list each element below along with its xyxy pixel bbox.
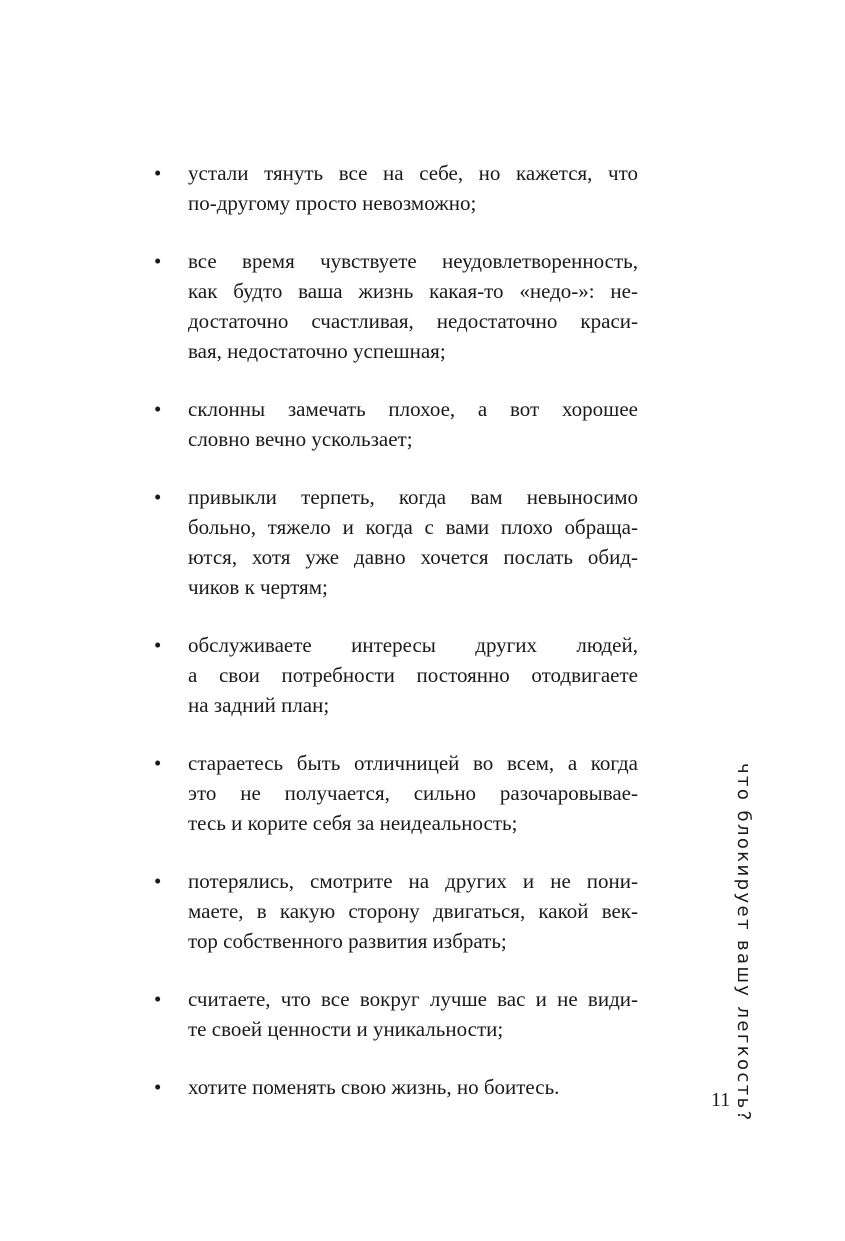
page-number: 11: [711, 1089, 731, 1111]
text-line: хотите поменять свою жизнь, но боитесь.: [188, 1075, 560, 1099]
list-item: [154, 984, 638, 1044]
running-head: что блокирует вашу легкость?: [733, 763, 754, 1123]
bullet-list: [154, 158, 638, 1130]
text-line: маете, в какую сторону двигаться, какой век-: [188, 899, 638, 923]
text-line: достаточно счастливая, недостаточно краси-: [188, 309, 638, 333]
bullet-icon: •: [154, 249, 162, 273]
text-line: потерялись, смотрите на других и не пони-: [188, 869, 638, 893]
bullet-icon: •: [154, 485, 162, 509]
text-line: на задний план;: [188, 693, 330, 717]
bullet-icon: •: [154, 1075, 162, 1099]
text-line: тор собственного развития избрать;: [188, 929, 507, 953]
bullet-icon: •: [154, 751, 162, 775]
list-item: [154, 748, 638, 838]
text-line: тесь и корите себя за неидеальность;: [188, 811, 518, 835]
list-item: [154, 866, 638, 956]
bullet-icon: •: [154, 397, 162, 421]
text-line: устали тянуть все на себе, но кажется, что: [188, 161, 638, 185]
text-line: все время чувствуете неудовлетворенность,: [188, 249, 638, 273]
bullet-icon: •: [154, 987, 162, 1011]
text-line: больно, тяжело и когда с вами плохо обраща-: [188, 515, 638, 539]
list-item: [154, 630, 638, 720]
text-line: стараетесь быть отличницей во всем, а когда: [188, 751, 638, 775]
text-line: склонны замечать плохое, а вот хорошее: [188, 397, 638, 421]
list-item: [154, 158, 638, 218]
text-line: это не получается, сильно разочаровывае-: [188, 781, 638, 805]
text-line: те своей ценности и уникальности;: [188, 1017, 504, 1041]
text-line: ются, хотя уже давно хочется послать обид-: [188, 545, 638, 569]
text-line: чиков к чертям;: [188, 575, 328, 599]
bullet-icon: •: [154, 161, 162, 185]
list-item: [154, 394, 638, 454]
bullet-icon: •: [154, 869, 162, 893]
list-item: [154, 482, 638, 602]
list-item: [154, 246, 638, 366]
text-line: как будто ваша жизнь какая-то «недо-»: не-: [188, 279, 638, 303]
text-line: вая, недостаточно успешная;: [188, 339, 446, 363]
text-line: словно вечно ускользает;: [188, 427, 413, 451]
text-line: а свои потребности постоянно отодвигаете: [188, 663, 638, 687]
text-line: считаете, что все вокруг лучше вас и не види-: [188, 987, 638, 1011]
text-line: по-другому просто невозможно;: [188, 191, 477, 215]
list-item: [154, 1072, 638, 1102]
text-line: обслуживаете интересы других людей,: [188, 633, 638, 657]
text-line: привыкли терпеть, когда вам невыносимо: [188, 485, 638, 509]
bullet-icon: •: [154, 633, 162, 657]
